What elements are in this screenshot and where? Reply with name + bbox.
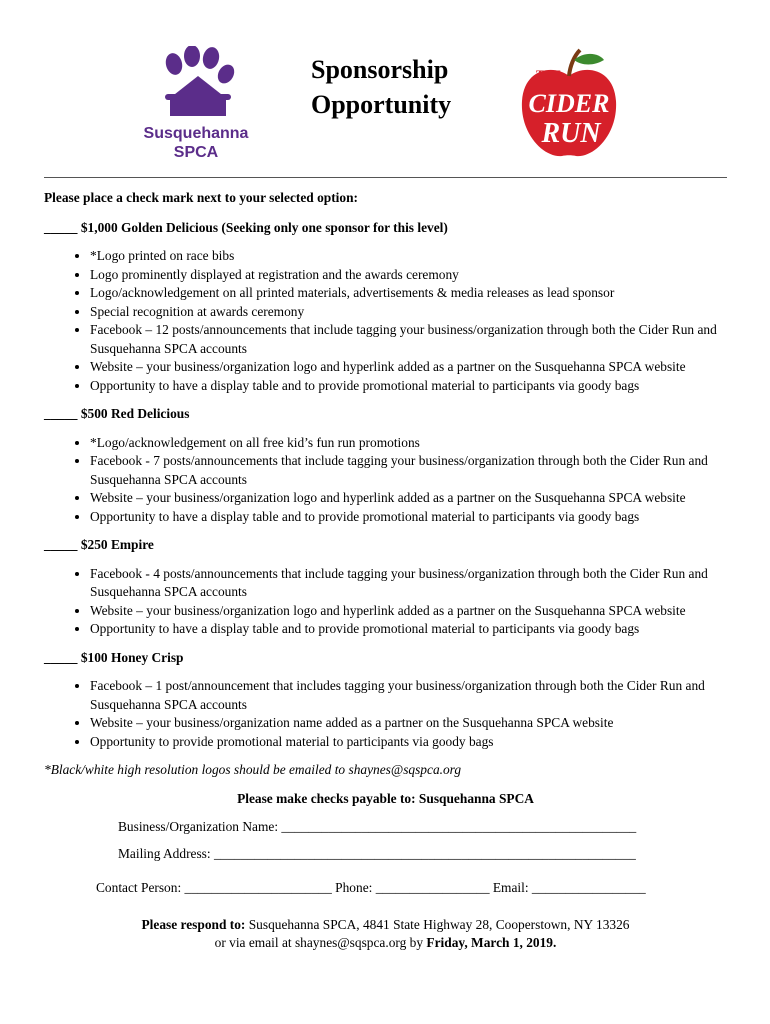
- list-item: • *Logo printed on race bibs: [90, 247, 727, 266]
- respond-line-1: [44, 916, 727, 935]
- tier-heading-red-delicious: _____ $500 Red Delicious: [44, 406, 190, 421]
- logo-text-line2: SPCA: [173, 144, 219, 161]
- mailing-address-field[interactable]: Mailing Address: _______________________________________________________________: [118, 845, 636, 861]
- title-line-1: Sponsorship: [311, 55, 449, 84]
- list-item: • Opportunity to have a display table and to provide promotional material to participants via goody bags: [90, 377, 727, 396]
- contact-fields[interactable]: Contact Person: ______________________ Phone: _________________ Email: _________________: [96, 880, 646, 895]
- respond-deadline: Friday, March 1, 2019.: [426, 935, 557, 950]
- list-item: • Facebook – 12 posts/announcements that include tagging your business/organization through both the Cider Run and Susquehanna SPCA accounts: [90, 321, 727, 358]
- list-item: • Opportunity to provide promotional material to participants via goody bags: [90, 733, 727, 752]
- document-body: [44, 189, 727, 953]
- list-item: • Website – your business/organization logo and hyperlink added as a partner on the Susquehanna SPCA website: [90, 489, 727, 508]
- list-item: • Facebook - 7 posts/announcements that include tagging your business/organization through both the Cider Run and Susquehanna SPCA accounts: [90, 452, 727, 489]
- tier-heading-golden-delicious: _____ $1,000 Golden Delicious (Seeking only one sponsor for this level): [44, 219, 448, 235]
- tier-benefits-golden-delicious: [44, 247, 727, 395]
- respond-label: Please respond to:: [141, 916, 246, 932]
- tier-benefits-red-delicious: [44, 434, 727, 527]
- list-item: • *Logo/acknowledgement on all free kid’s fun run promotions: [90, 434, 727, 453]
- respond-address: Susquehanna SPCA, 4841 State Highway 28, Cooperstown, NY 13326: [245, 916, 630, 932]
- checks-payable-line: Please make checks payable to: Susquehanna SPCA: [237, 790, 534, 806]
- respond-email: or via email at shaynes@sqspca.org by: [214, 935, 427, 950]
- list-item: • Website – your business/organization logo and hyperlink added as a partner on the Susquehanna SPCA website: [90, 358, 727, 377]
- list-item: • Facebook - 4 posts/announcements that include tagging your business/organization through both the Cider Run and Susquehanna SPCA accounts: [90, 565, 727, 602]
- cider-run-logo: [514, 46, 624, 164]
- apple-icon: [514, 46, 624, 164]
- tier-benefits-empire: [44, 565, 727, 639]
- logo-run-text: RUN: [541, 118, 601, 149]
- logo-text-line1: Susquehanna: [143, 125, 249, 142]
- list-item: • Special recognition at awards ceremony: [90, 303, 727, 322]
- page-title: [311, 52, 451, 122]
- list-item: • Website – your business/organization name added as a partner on the Susquehanna SPCA website: [90, 714, 727, 733]
- paw-house-icon: [136, 46, 256, 164]
- respond-line-2: [44, 934, 727, 953]
- list-item: • Logo prominently displayed at registration and the awards ceremony: [90, 266, 727, 285]
- logo-the-text: THE: [536, 67, 562, 81]
- susquehanna-spca-logo: [136, 46, 256, 164]
- tier-heading-honey-crisp: _____ $100 Honey Crisp: [44, 649, 184, 665]
- logo-cider-text: CIDER: [528, 89, 610, 118]
- list-item: • Website – your business/organization logo and hyperlink added as a partner on the Susquehanna SPCA website: [90, 602, 727, 621]
- respond-block: [44, 916, 727, 953]
- title-line-2: Opportunity: [311, 90, 452, 119]
- list-item: • Opportunity to have a display table and to provide promotional material to participants via goody bags: [90, 508, 727, 527]
- list-item: • Opportunity to have a display table and to provide promotional material to participants via goody bags: [90, 620, 727, 639]
- tier-benefits-honey-crisp: [44, 677, 727, 751]
- instructions: Please place a check mark next to your selected option:: [44, 190, 359, 205]
- logo-email-note: *Black/white high resolution logos should be emailed to shaynes@sqspca.org: [44, 762, 462, 777]
- tier-heading-empire: _____ $250 Empire: [44, 537, 154, 552]
- list-item: • Logo/acknowledgement on all printed materials, advertisements & media releases as lead sponsor: [90, 284, 727, 303]
- header-divider: [44, 177, 727, 178]
- document-header: [0, 0, 770, 170]
- business-name-field[interactable]: Business/Organization Name: _____________________________________________________: [118, 819, 637, 834]
- list-item: • Facebook – 1 post/announcement that includes tagging your business/organization through both the Cider Run and Susquehanna SPCA accounts: [90, 677, 727, 714]
